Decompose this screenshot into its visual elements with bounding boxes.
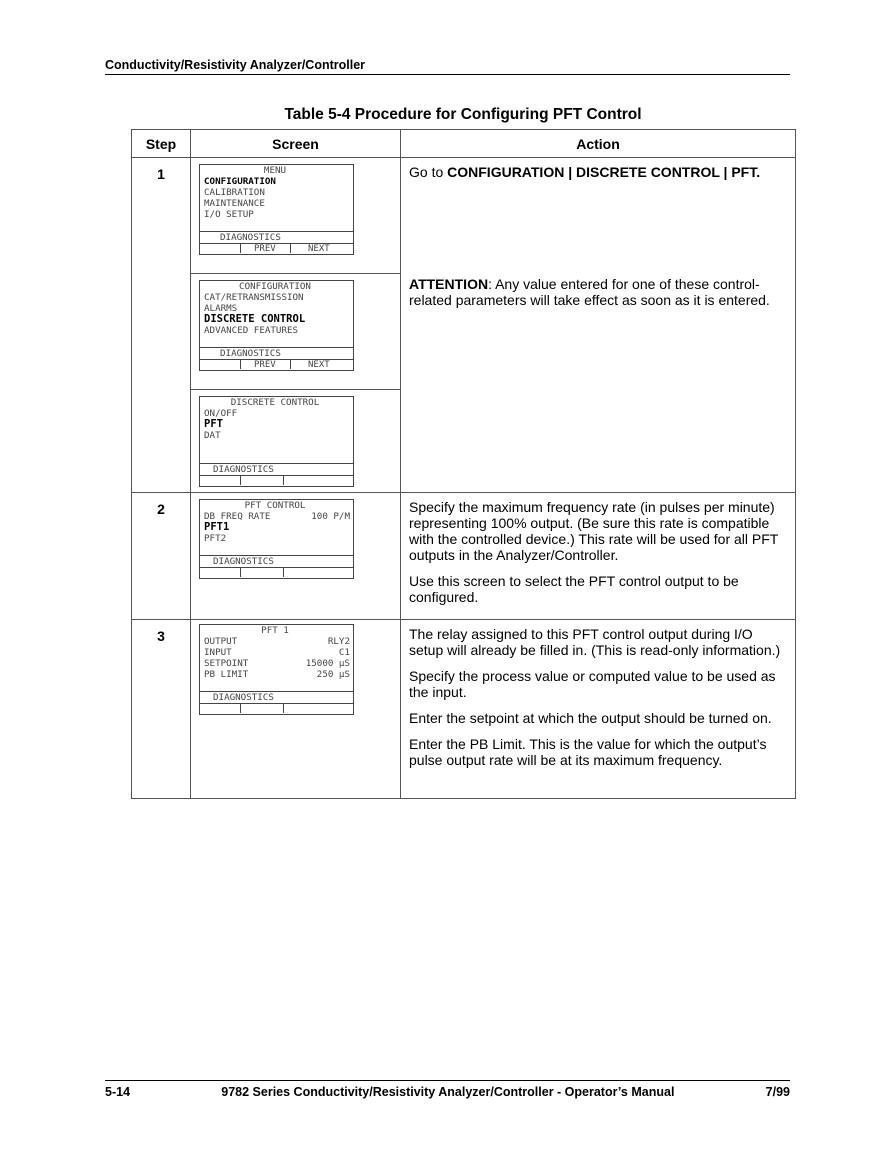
softkey-divider [290, 244, 291, 253]
action-text: Enter the setpoint at which the output should be turned on. [409, 710, 772, 726]
column-header-screen: Screen [191, 130, 401, 158]
softkey-divider [240, 476, 241, 485]
lcd-softkey-prev: PREV [254, 360, 276, 370]
lcd-title: MENU [263, 165, 287, 176]
lcd-field-row [200, 511, 353, 522]
lcd-field-value: RLY2 [327, 636, 350, 647]
lcd-field-value: 15000 µS [305, 658, 350, 669]
action-cell [401, 158, 796, 493]
softkey-divider [240, 244, 241, 253]
procedure-table [131, 129, 796, 799]
lcd-field-label: INPUT [204, 647, 232, 658]
action-goto-path: CONFIGURATION | DISCRETE CONTROL | PFT. [447, 164, 761, 180]
screen-cell [191, 620, 401, 799]
step-number: 3 [132, 620, 191, 799]
action-text: The relay assigned to this PFT control output during I/O setup will already be filled in. (This is read-only information.) [409, 626, 781, 658]
softkey-divider [283, 568, 284, 577]
table-row [132, 493, 796, 620]
lcd-display [199, 624, 354, 715]
screen-cell [191, 158, 401, 493]
lcd-menu-item: PFT [204, 419, 223, 430]
softkey-divider [290, 360, 291, 369]
lcd-menu-item: DISCRETE CONTROL [204, 314, 306, 325]
lcd-menu-item: DAT [204, 430, 221, 441]
action-text: Specify the maximum frequency rate (in pulses per minute) representing 100% output. (Be sure this rate is compatible with the controlled device.) This rate will be used for all PFT outputs in the Analyzer/Controller. [409, 499, 779, 563]
running-footer [105, 1080, 790, 1099]
table-header-row [132, 130, 796, 158]
lcd-menu-item: MAINTENANCE [204, 198, 265, 209]
lcd-menu-item: CONFIGURATION [204, 176, 276, 187]
attention-label: ATTENTION [409, 276, 489, 292]
screen-cell [191, 493, 401, 620]
lcd-display [199, 499, 354, 579]
page-number: 5-14 [105, 1085, 131, 1099]
lcd-menu-item: I/O SETUP [204, 209, 254, 220]
lcd-display [199, 280, 354, 371]
lcd-menu-item: ADVANCED FEATURES [204, 325, 299, 336]
lcd-diagnostics: DIAGNOSTICS [200, 691, 353, 703]
lcd-field-row [200, 647, 353, 658]
lcd-field-value: 100 P/M [311, 511, 350, 522]
screen-panel-pft-control [191, 493, 400, 617]
lcd-softkey-bar [200, 475, 353, 486]
lcd-field-value: 250 µS [316, 669, 350, 680]
column-header-step: Step [132, 130, 191, 158]
lcd-title: PFT 1 [261, 625, 289, 636]
action-text: Use this screen to select the PFT control output to be configured. [409, 573, 739, 605]
step-number: 2 [132, 493, 191, 620]
lcd-diagnostics: DIAGNOSTICS [200, 555, 353, 567]
lcd-field-label: DB FREQ RATE [204, 511, 271, 522]
lcd-field-value: C1 [338, 647, 350, 658]
table-row [132, 620, 796, 799]
action-text [409, 164, 787, 180]
column-header-action: Action [401, 130, 796, 158]
attention-note [409, 276, 787, 308]
action-goto-prefix: Go to [409, 164, 448, 180]
lcd-softkey-prev: PREV [254, 244, 276, 254]
lcd-softkey-next: NEXT [308, 360, 330, 370]
lcd-menu-item: CALIBRATION [204, 187, 265, 198]
lcd-softkey-bar [200, 567, 353, 578]
lcd-field-row [200, 658, 353, 669]
action-text: Enter the PB Limit. This is the value for which the output’s pulse output rate will be at its maximum frequency. [409, 736, 767, 768]
softkey-divider [240, 704, 241, 713]
screen-panel-menu [191, 158, 400, 274]
lcd-display [199, 164, 354, 255]
softkey-divider [240, 568, 241, 577]
lcd-title: CONFIGURATION [239, 281, 311, 292]
lcd-menu-item: PFT1 [204, 522, 230, 533]
lcd-softkey-bar [200, 359, 353, 370]
lcd-softkey-next: NEXT [308, 244, 330, 254]
running-header: Conductivity/Resistivity Analyzer/Controller [105, 58, 790, 75]
lcd-title: PFT CONTROL [244, 500, 306, 511]
lcd-menu-item: PFT2 [204, 533, 227, 544]
softkey-divider [283, 704, 284, 713]
lcd-diagnostics: DIAGNOSTICS [200, 347, 353, 359]
table-row [132, 158, 796, 493]
action-cell [401, 493, 796, 620]
screen-panel-pft1 [191, 620, 400, 798]
action-cell [401, 620, 796, 799]
lcd-diagnostics: DIAGNOSTICS [200, 231, 353, 243]
action-text: Specify the process value or computed value to be used as the input. [409, 668, 776, 700]
lcd-display [199, 396, 354, 487]
attention-text: : Any value entered for one of these control-related parameters will take effect as soon as it is entered. [409, 276, 770, 308]
screen-panel-discrete-control [191, 390, 400, 492]
lcd-softkey-bar [200, 703, 353, 714]
lcd-diagnostics: DIAGNOSTICS [200, 463, 353, 475]
lcd-field-label: OUTPUT [204, 636, 238, 647]
lcd-softkey-bar [200, 243, 353, 254]
lcd-title: DISCRETE CONTROL [230, 397, 320, 408]
lcd-menu-item: CAT/RETRANSMISSION [204, 292, 304, 303]
step-number: 1 [132, 158, 191, 493]
footer-date: 7/99 [765, 1085, 790, 1099]
softkey-divider [283, 476, 284, 485]
lcd-field-label: SETPOINT [204, 658, 249, 669]
table-title: Table 5-4 Procedure for Configuring PFT Control [284, 106, 642, 123]
lcd-field-label: PB LIMIT [204, 669, 249, 680]
lcd-menu-item: ALARMS [204, 303, 238, 314]
screen-panel-configuration [191, 274, 400, 390]
lcd-field-row [200, 636, 353, 647]
lcd-field-row [200, 669, 353, 680]
footer-title: 9782 Series Conductivity/Resistivity Analyzer/Controller - Operator’s Manual [221, 1085, 675, 1099]
lcd-menu-item: ON/OFF [204, 408, 238, 419]
softkey-divider [240, 360, 241, 369]
